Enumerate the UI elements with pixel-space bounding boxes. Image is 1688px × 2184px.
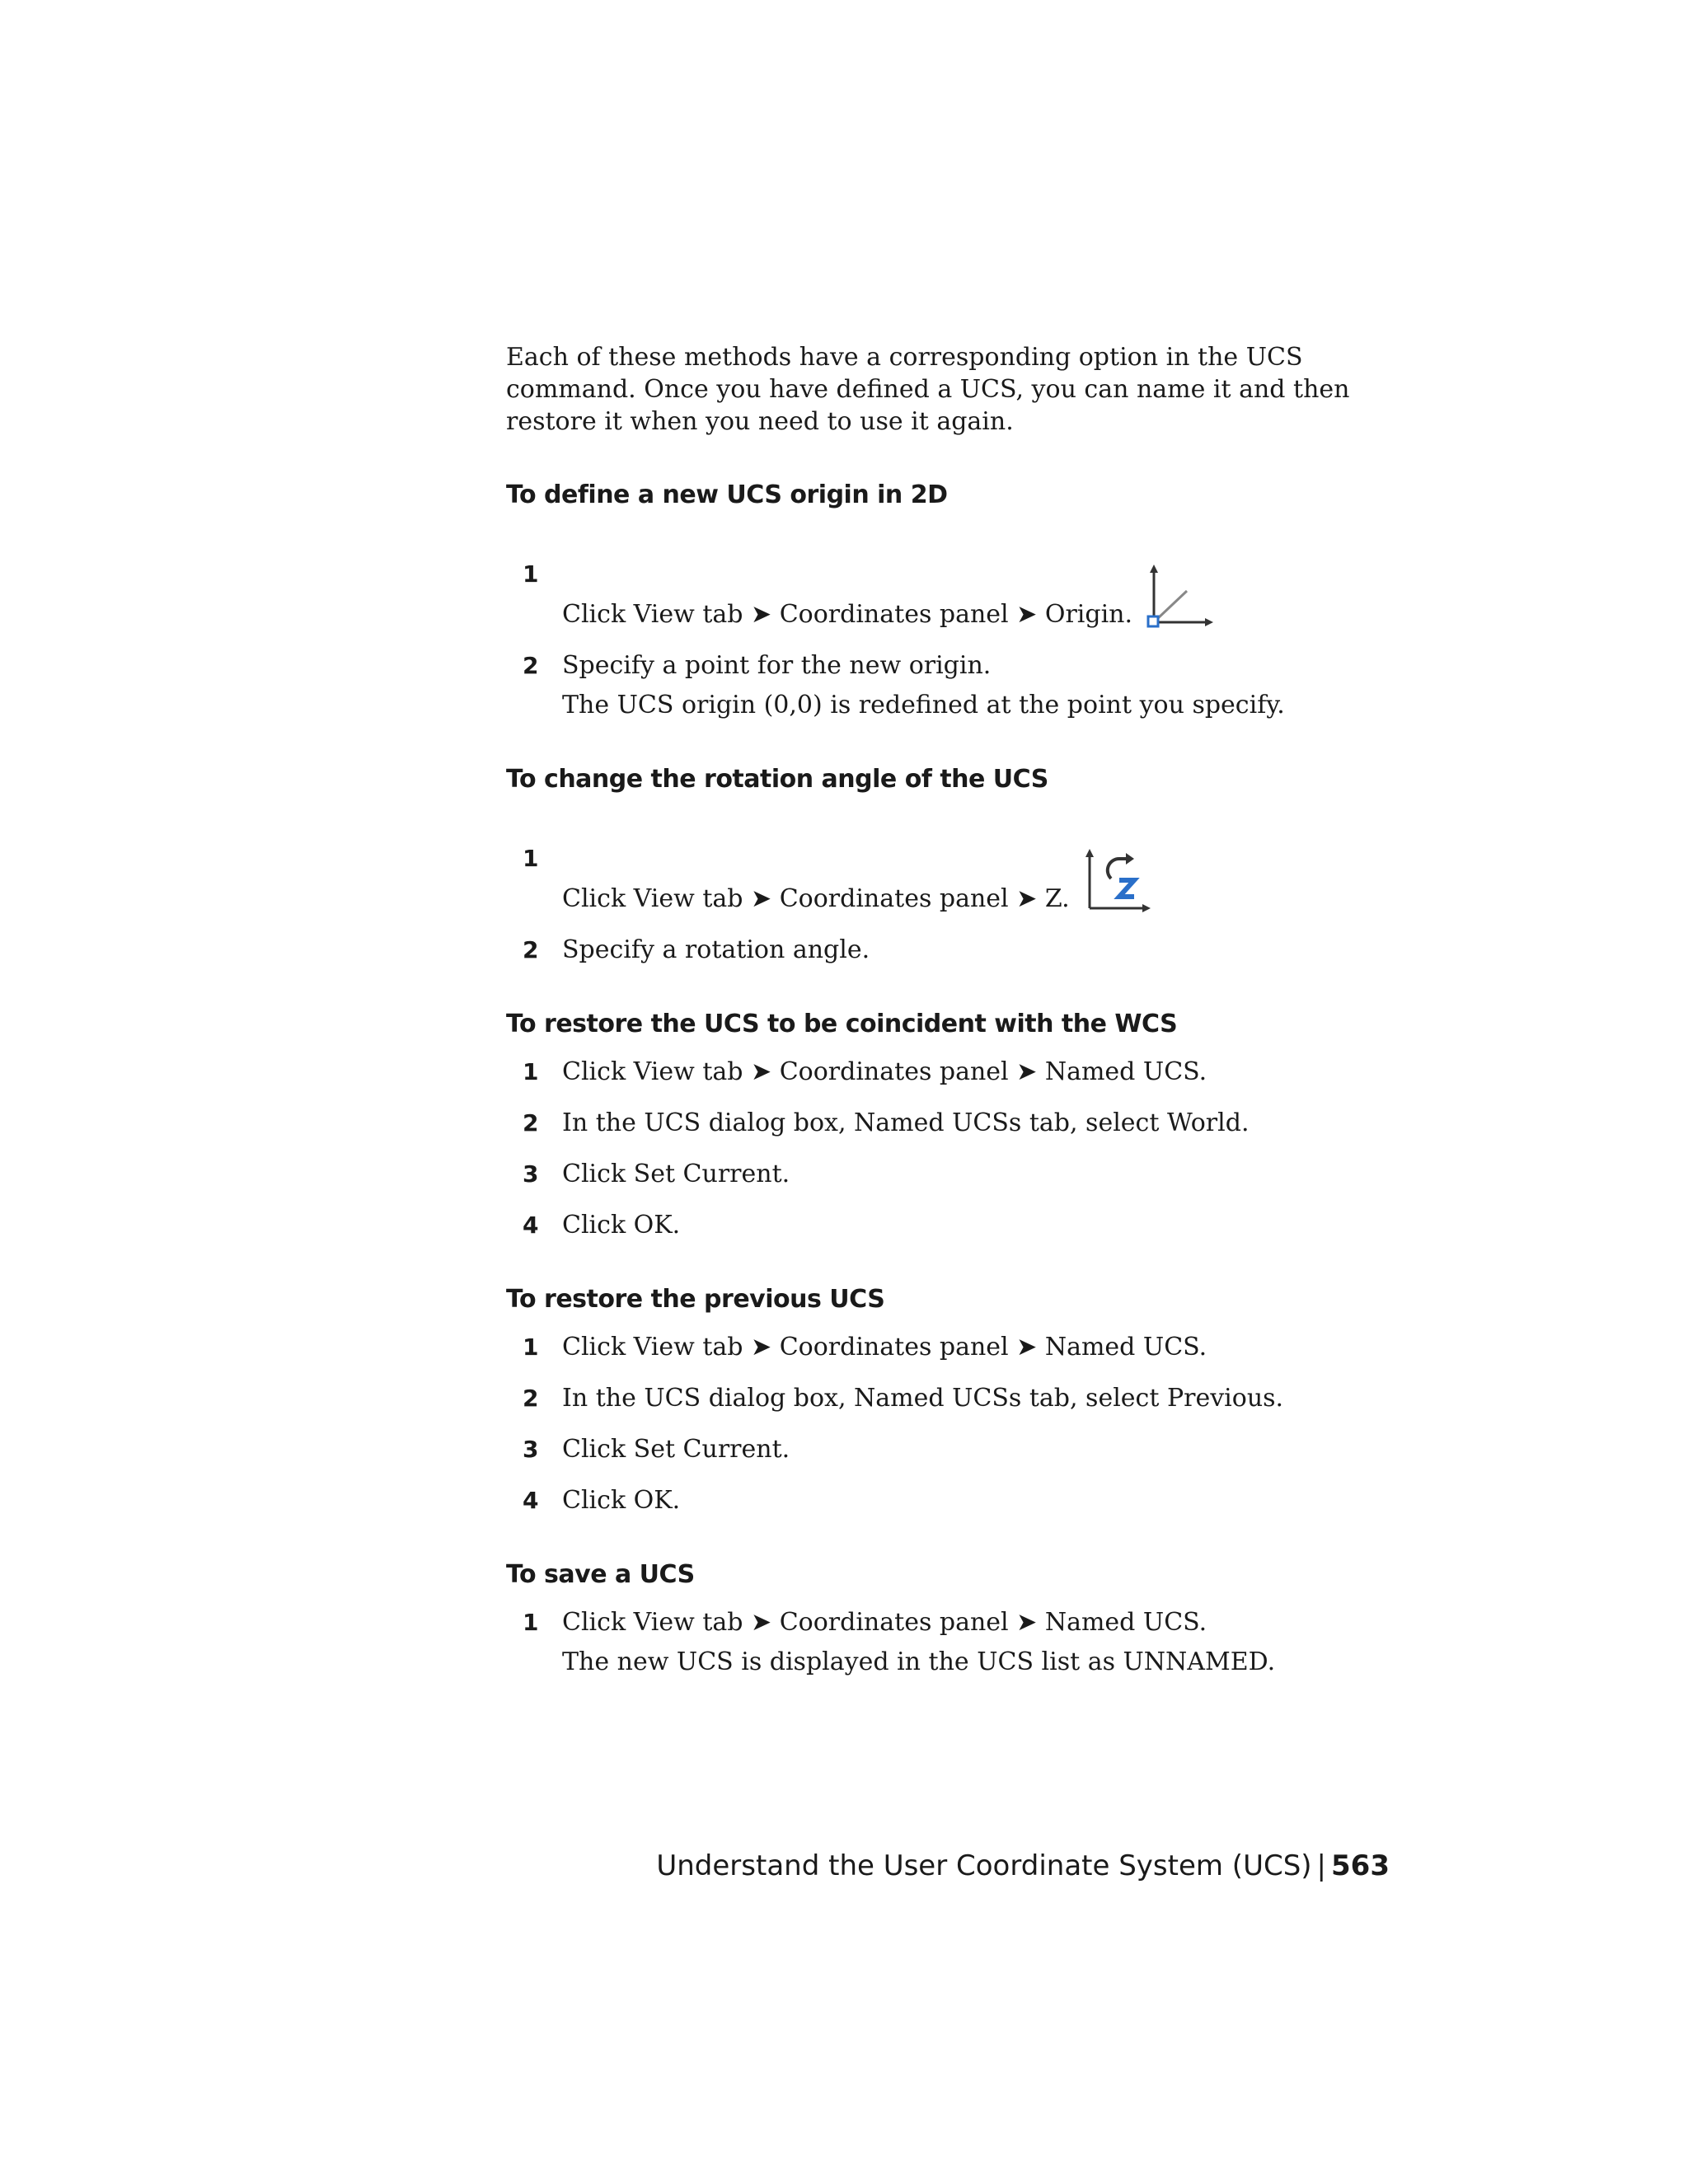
step-text: Click View tab ➤ Coordinates panel ➤ Origin.: [562, 600, 1133, 629]
step-text: Click View tab ➤ Coordinates panel ➤ Named UCS.: [562, 1057, 1207, 1086]
step-text: Click Set Current.: [562, 1435, 790, 1464]
page-content: [506, 341, 1396, 1697]
step-number: 3: [523, 1160, 539, 1188]
step-note: The new UCS is displayed in the UCS list as UNNAMED.: [562, 1647, 1276, 1676]
section-heading: To change the rotation angle of the UCS: [506, 765, 1048, 794]
step-number: 2: [523, 652, 539, 679]
section-save-ucs: [506, 1560, 1396, 1679]
ucs-z-rotate-icon: [1083, 847, 1152, 921]
footer-title: Understand the User Coordinate System (UCS): [656, 1849, 1312, 1882]
step-item: [506, 558, 1396, 631]
step-text: In the UCS dialog box, Named UCSs tab, select Previous.: [562, 1384, 1284, 1413]
section-restore-previous: [506, 1285, 1396, 1517]
step-number: 1: [523, 560, 539, 588]
step-number: 2: [523, 936, 539, 963]
step-list: [506, 1056, 1396, 1242]
step-item: [506, 934, 1396, 967]
step-number: 1: [523, 1333, 539, 1361]
step-number: 4: [523, 1212, 539, 1239]
step-text: Specify a rotation angle.: [562, 935, 870, 964]
step-number: 4: [523, 1487, 539, 1514]
section-heading: To restore the UCS to be coincident with the WCS: [506, 1010, 1178, 1038]
section-rotation-angle: [506, 765, 1396, 967]
step-text: Click View tab ➤ Coordinates panel ➤ Named UCS.: [562, 1608, 1207, 1637]
step-item: [506, 1056, 1396, 1089]
section-restore-wcs: [506, 1010, 1396, 1242]
step-list: [506, 1606, 1396, 1679]
step-number: 1: [523, 1058, 539, 1085]
step-list: [506, 842, 1396, 967]
step-item: [506, 1382, 1396, 1415]
step-text: Specify a point for the new origin.: [562, 651, 992, 680]
step-list: [506, 1331, 1396, 1517]
step-number: 1: [523, 1609, 539, 1636]
page-footer: [656, 1848, 1390, 1884]
step-text: Click OK.: [562, 1211, 681, 1240]
section-heading: To save a UCS: [506, 1560, 695, 1589]
page-number: 563: [1331, 1849, 1390, 1882]
step-item: [506, 1433, 1396, 1466]
step-item: [506, 1606, 1396, 1679]
ucs-origin-icon: [1146, 563, 1215, 636]
step-text: Click View tab ➤ Coordinates panel ➤ Z.: [562, 884, 1070, 913]
step-number: 1: [523, 845, 539, 872]
section-heading: To restore the previous UCS: [506, 1285, 885, 1314]
step-text: Click Set Current.: [562, 1160, 790, 1188]
step-item: [506, 1107, 1396, 1140]
step-item: [506, 1484, 1396, 1517]
step-note: The UCS origin (0,0) is redefined at the point you specify.: [562, 691, 1285, 719]
step-item: [506, 649, 1396, 722]
step-item: [506, 842, 1396, 916]
section-define-origin: [506, 480, 1396, 722]
footer-separator: |: [1316, 1849, 1327, 1882]
step-item: [506, 1209, 1396, 1242]
section-heading: To define a new UCS origin in 2D: [506, 480, 948, 509]
step-number: 2: [523, 1109, 539, 1137]
step-text: In the UCS dialog box, Named UCSs tab, select World.: [562, 1108, 1250, 1137]
step-list: [506, 558, 1396, 722]
step-number: 2: [523, 1385, 539, 1412]
step-text: Click View tab ➤ Coordinates panel ➤ Named UCS.: [562, 1333, 1207, 1361]
step-item: [506, 1158, 1396, 1191]
intro-paragraph: Each of these methods have a corresponding option in the UCS command. Once you have defined a UCS, you can name it and then restore it when you need to use it again.: [506, 343, 1350, 436]
step-number: 3: [523, 1436, 539, 1463]
step-text: Click OK.: [562, 1486, 681, 1515]
step-item: [506, 1331, 1396, 1364]
